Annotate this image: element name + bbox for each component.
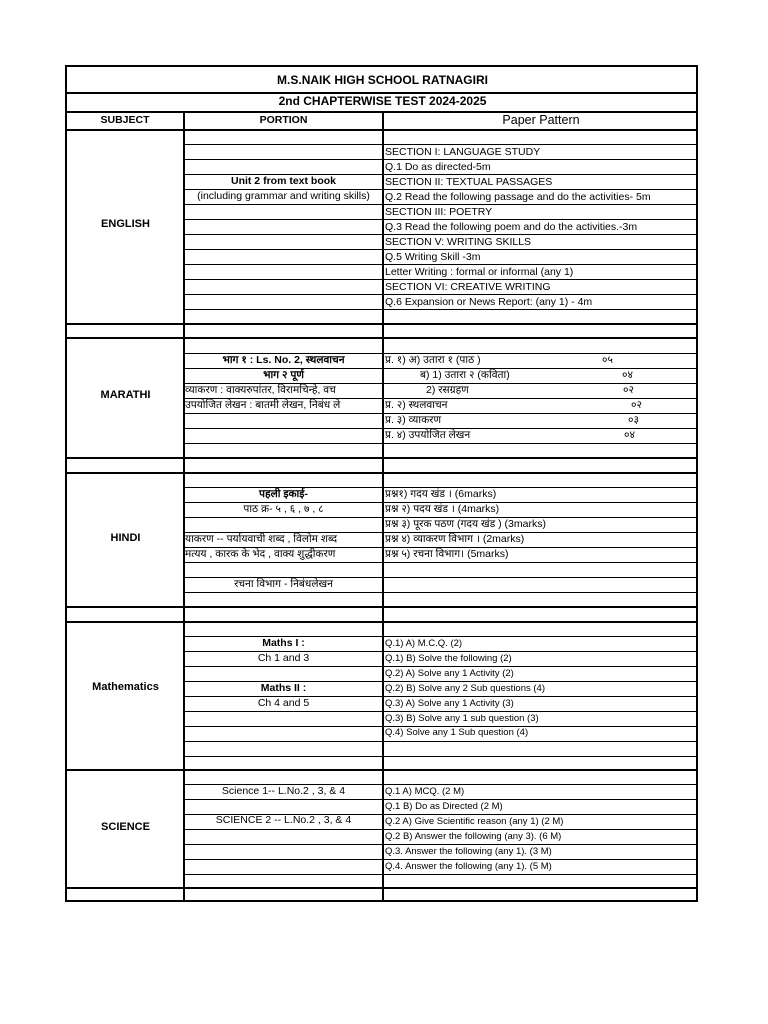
subject-mathematics: Mathematics xyxy=(92,681,159,693)
pattern-line: प्रश्न ४) व्याकरण विभाग । (2marks) xyxy=(385,533,525,545)
portion-line: (including grammar and writing skills) xyxy=(197,190,370,202)
test-pattern-sheet xyxy=(65,65,698,902)
pattern-line: 2) रसग्रहण xyxy=(426,384,469,396)
pattern-line: Q.2) A) Solve any 1 Activity (2) xyxy=(385,668,514,679)
pattern-marks: ०४ xyxy=(624,429,635,441)
school-name: M.S.NAIK HIGH SCHOOL RATNAGIRI xyxy=(277,73,488,87)
pattern-line: SECTION VI: CREATIVE WRITING xyxy=(385,281,551,293)
pattern-line: Q.2 B) Answer the following (any 3). (6 M) xyxy=(385,831,562,842)
pattern-line: प्रश्न१) गदय खंड । (6marks) xyxy=(385,488,497,500)
pattern-marks: ०२ xyxy=(623,384,634,396)
portion-line: मत्यय , कारक के भेद , वाक्य शुद्धीकरण xyxy=(185,548,336,560)
pattern-line: SECTION II: TEXTUAL PASSAGES xyxy=(385,176,553,188)
portion-line: उपयोजित लेखन : बातमी लेखन, निबंध ले xyxy=(185,399,341,411)
column-header-subject: SUBJECT xyxy=(100,114,150,126)
portion-line: व्याकरण : वाक्यरुपांतर, विरामचिन्हे, वच xyxy=(185,384,336,396)
portion-line: Ch 4 and 5 xyxy=(257,697,310,709)
column-header-paper-pattern: Paper Pattern xyxy=(502,113,580,127)
portion-line: याकरण -- पर्यायवाची शब्द , विलोम शब्द xyxy=(185,533,338,545)
portion-line: Maths II : xyxy=(260,682,307,694)
portion-line: भाग १ : Ls. No. 2, स्थलवाचन xyxy=(222,354,345,366)
pattern-line: Q.2) B) Solve any 2 Sub questions (4) xyxy=(385,683,545,694)
pattern-marks: ०४ xyxy=(622,369,633,381)
subject-hindi: HINDI xyxy=(110,532,141,544)
pattern-line: प्र. ३) व्याकरण xyxy=(385,414,442,426)
pattern-line: Q.1) B) Solve the following (2) xyxy=(385,653,512,664)
pattern-line: Q.3 Read the following poem and do the activities.-3m xyxy=(385,221,638,233)
pattern-line: Q.6 Expansion or News Report: (any 1) - 4m xyxy=(385,296,593,308)
pattern-line: Q.1 B) Do as Directed (2 M) xyxy=(385,801,503,812)
pattern-line: प्र. २) स्थलवाचन xyxy=(385,399,448,411)
portion-line: Science 1-- L.No.2 , 3, & 4 xyxy=(221,785,346,797)
pattern-line: प्रश्न २) पदय खंड । (4marks) xyxy=(385,503,500,515)
pattern-line: SECTION I: LANGUAGE STUDY xyxy=(385,146,541,158)
subject-english: ENGLISH xyxy=(101,218,150,230)
test-title: 2nd CHAPTERWISE TEST 2024-2025 xyxy=(278,94,487,108)
subject-science: SCIENCE xyxy=(101,821,150,833)
portion-line: Ch 1 and 3 xyxy=(257,652,310,664)
pattern-line: Q.1 Do as directed-5m xyxy=(385,161,491,173)
pattern-line: Q.5 Writing Skill -3m xyxy=(385,251,481,263)
pattern-marks: ०५ xyxy=(602,354,613,366)
subject-marathi: MARATHI xyxy=(100,389,151,401)
portion-line: Unit 2 from text book xyxy=(230,175,336,187)
row-divider xyxy=(67,129,698,131)
pattern-line: SECTION III: POETRY xyxy=(385,206,493,218)
portion-line: भाग २ पूर्ण xyxy=(263,369,304,381)
portion-line: पाठ क्र- ५ , ६ , ७ , ८ xyxy=(243,503,324,515)
portion-line: SCIENCE 2 -- L.No.2 , 3, & 4 xyxy=(215,814,352,826)
pattern-line: Letter Writing : formal or informal (any 1) xyxy=(385,266,574,278)
pattern-line: प्र. १) अ) उतारा १ (पाठ ) xyxy=(385,354,481,366)
pattern-line: Q.1 A) MCQ. (2 M) xyxy=(385,786,465,797)
pattern-line: Q.3) A) Solve any 1 Activity (3) xyxy=(385,698,514,709)
pattern-marks: ०२ xyxy=(631,399,642,411)
pattern-line: प्रश्न ३) पूरक पठण (गदय खंड ) (3marks) xyxy=(385,518,546,530)
pattern-line: प्र. ४) उपयोजित लेखन xyxy=(385,429,471,441)
pattern-line: Q.1) A) M.C.Q. (2) xyxy=(385,638,463,649)
pattern-marks: ०३ xyxy=(628,414,639,426)
pattern-line: Q.3) B) Solve any 1 sub question (3) xyxy=(385,713,539,724)
pattern-line: SECTION V: WRITING SKILLS xyxy=(385,236,532,248)
pattern-line: Q.4) Solve any 1 Sub question (4) xyxy=(385,727,529,738)
column-header-portion: PORTION xyxy=(259,114,308,126)
portion-line: रचना विभाग - निबंधलेखन xyxy=(234,578,333,590)
portion-line: Maths I : xyxy=(262,637,305,649)
portion-line: पहली इकाई- xyxy=(259,488,308,500)
pattern-line: Q.4. Answer the following (any 1). (5 M) xyxy=(385,861,552,872)
pattern-line: Q.3. Answer the following (any 1). (3 M) xyxy=(385,846,552,857)
pattern-line: Q.2 Read the following passage and do the activities- 5m xyxy=(385,191,651,203)
pattern-line: ब) 1) उतारा २ (कविता) xyxy=(420,369,510,381)
pattern-line: प्रश्न ५) रचना विभाग। (5marks) xyxy=(385,548,509,560)
pattern-line: Q.2 A) Give Scientific reason (any 1) (2 M) xyxy=(385,816,564,827)
